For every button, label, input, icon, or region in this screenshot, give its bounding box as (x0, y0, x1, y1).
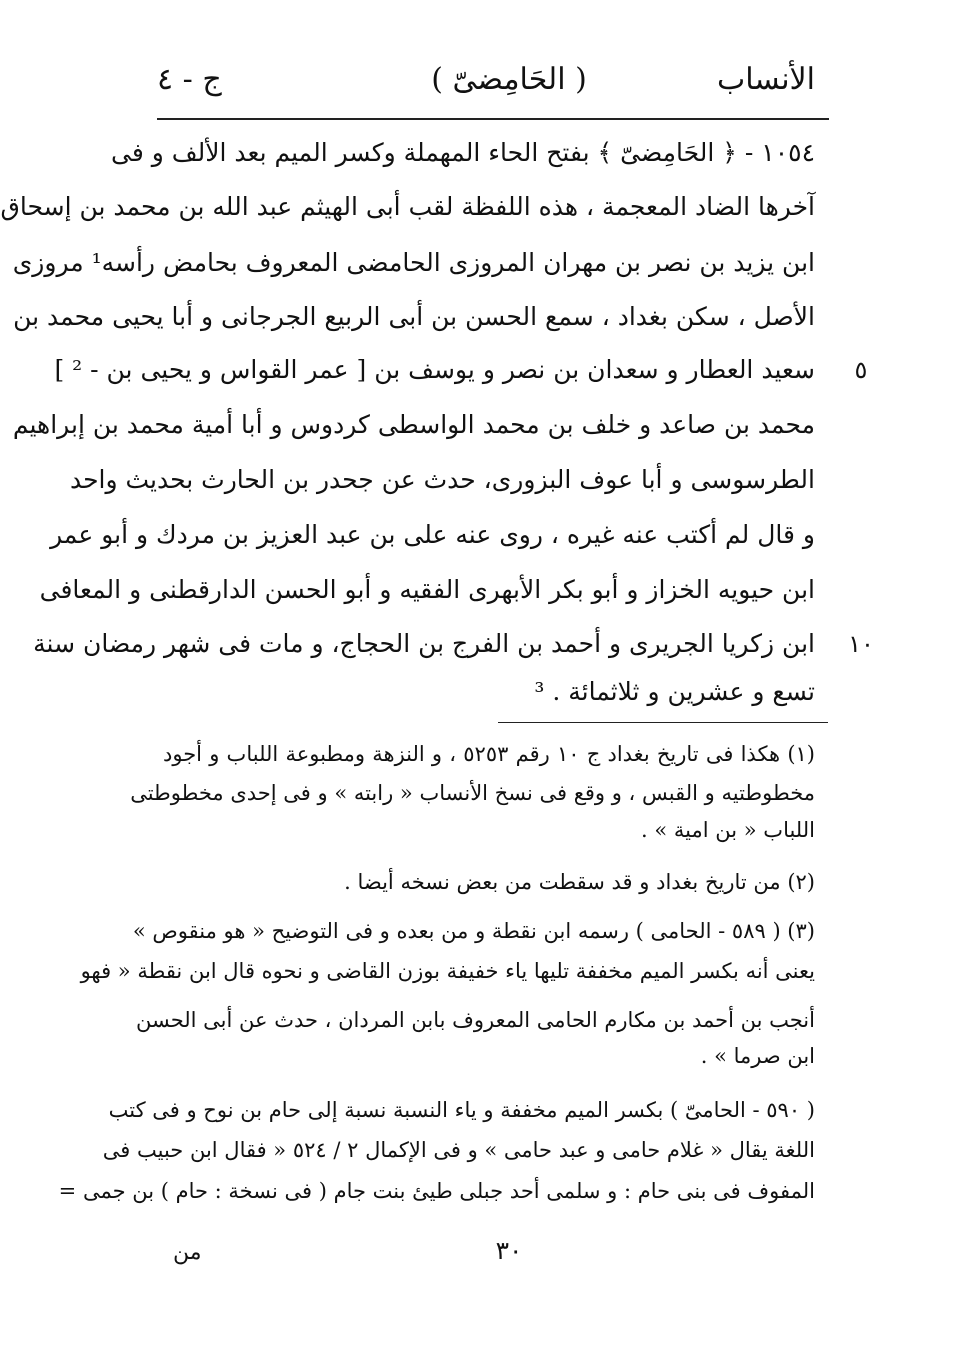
margin-line-number: ٥ (854, 356, 868, 384)
running-head-entry-title: ( الحَامِضىّ ) (431, 62, 587, 97)
footnote-line: (٢) من تاريخ بغداد و قد سقطت من بعض نسخه أيضا . (344, 870, 815, 894)
body-line: محمد بن صاعد و خلف بن محمد الواسطى كردوس و أبا أمية محمد بن إبراهيم (12, 410, 815, 439)
body-line: ابن حيويه الخزاز و أبو بكر الأبهرى الفقيه و أبو الحسن الدارقطنى و المعافى (39, 575, 815, 604)
body-line: ابن يزيد بن نصر بن مهران المروزى الحامضى المعروف بحامض رأسه¹ مروزى (12, 248, 815, 277)
catchword: من (173, 1240, 202, 1265)
footnote-line: ابن صرما » . (700, 1044, 815, 1068)
page-number: ٣٠ (495, 1236, 523, 1265)
body-line: آخرها الضاد المعجمة ، هذه اللفظة لقب أبى الهيثم عبد الله بن محمد بن إسحاق (0, 192, 815, 221)
footnote-line: اللغة يقال « غلام حامى و عبد حامى » و فى الإكمال ٢ / ٥٢٤ « فقال ابن حبيب فى (102, 1138, 815, 1162)
footnote-line: (٣) ( ٥٨٩ - الحامى ) رسمه ابن نقطة و من بعده و فى التوضيح « هو منقوص » (132, 919, 815, 943)
footnote-line: مخطوطتيه و القبس ، و وقع فى نسخ الأنساب « رابته » و فى إحدى مخطوطتى (130, 781, 815, 805)
footnote-line: يعنى أنه بكسر الميم مخففة تليها ياء خفيفة بوزن القاضى و نحوه قال ابن نقطة « فهو (80, 959, 815, 983)
footnote-line: ( ٥٩٠ - الحامىّ ) بكسر الميم مخففة و ياء النسبة نسبة إلى حام بن نوح و فى كتب (108, 1098, 815, 1122)
footnote-line: أنجب بن أحمد بن مكارم الحامى المعروف بابن المردان ، حدث عن أبى الحسن (135, 1008, 815, 1032)
body-line: الطرسوسى و أبا عوف البزورى، حدث عن جحدر بن الحارث بحديث واحد (69, 465, 815, 494)
margin-line-number: ١٠ (848, 630, 874, 658)
footnote-line: اللباب « بن امية » . (641, 818, 815, 842)
footnote-line: المفوف فى بنى حام : و سلمى أحد جبلى طيئ بنت جام ( فى نسخة : حام ) بن جمى = (58, 1179, 815, 1203)
header-rule (157, 118, 829, 120)
running-head-volume: ج - ٤ (157, 62, 222, 97)
body-line: الأصل ، سكن بغداد ، سمع الحسن بن أبى الربيع الجرجانى و أبا يحيى محمد بن (13, 302, 815, 331)
footnote-separator (498, 722, 828, 723)
body-line: تسع و عشرين و ثلاثمائة . ³ (534, 677, 815, 706)
body-line: ١٠٥٤ - ﴿ الحَامِضىّ ﴾ بفتح الحاء المهملة وكسر الميم بعد الألف و فى (111, 138, 815, 167)
running-head-book-title: الأنساب (717, 62, 815, 97)
body-line: سعيد العطار و سعدان بن نصر و يوسف بن [ عمر القواس و يحيى بن - ² ] (54, 355, 815, 384)
body-line: ابن زكريا الجريرى و أحمد بن الفرج بن الحجاج، و مات فى شهر رمضان سنة (33, 629, 815, 658)
body-line: و قال لم أكتب عنه غيره ، روى عنه على بن عبد العزيز بن مردك و أبو عمر (50, 520, 815, 549)
footnote-line: (١) هكذا فى تاريخ بغداد ج ١٠ رقم ٥٢٥٣ ، و النزهة ومطبوعة اللباب و أجود (163, 742, 815, 766)
